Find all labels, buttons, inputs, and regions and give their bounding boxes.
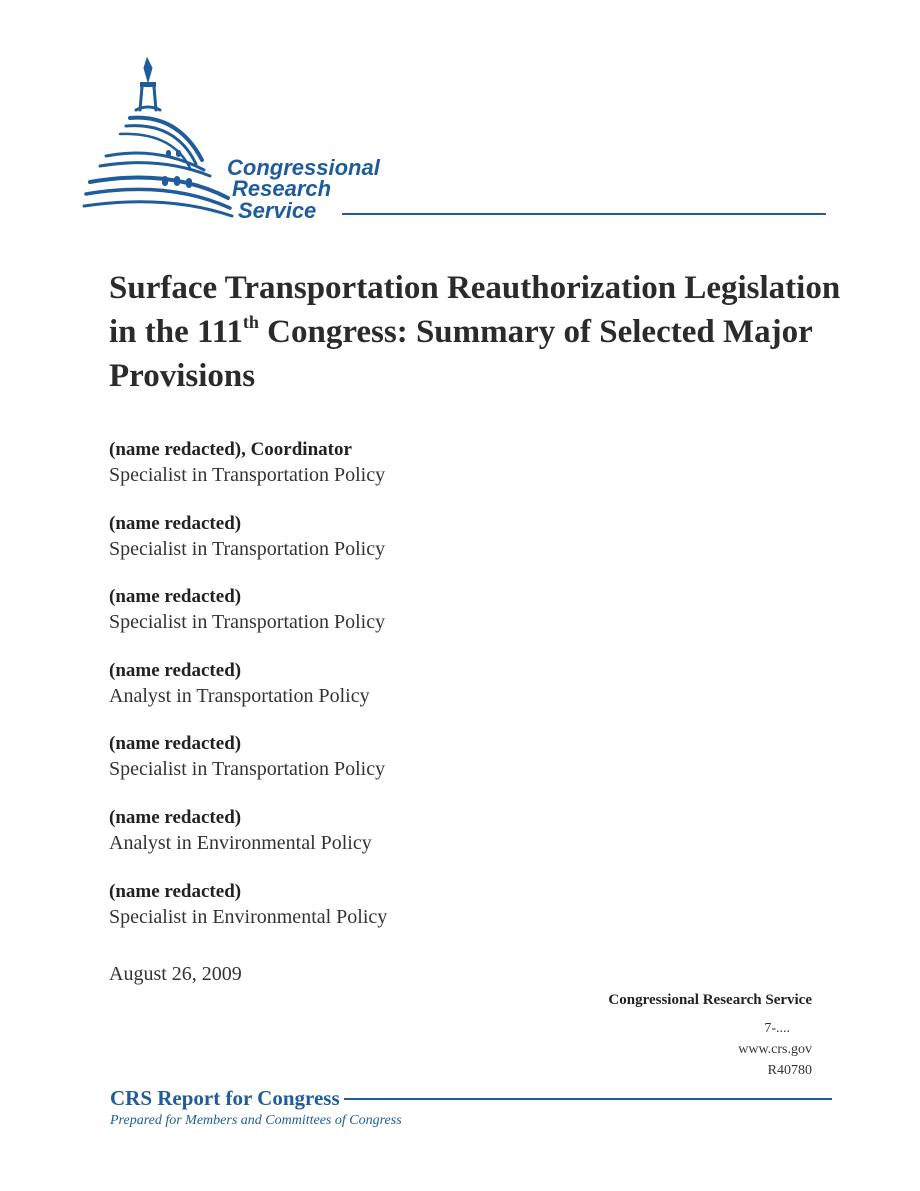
- author-role: Analyst in Transportation Policy: [109, 684, 370, 707]
- footer-title: CRS Report for Congress: [110, 1085, 344, 1111]
- logo-rule: [342, 213, 826, 215]
- report-title: [109, 266, 849, 398]
- author-entry: [109, 732, 709, 806]
- report-date: August 26, 2009: [109, 963, 242, 985]
- org-name: Congressional Research Service: [608, 992, 812, 1008]
- footer: [110, 1085, 832, 1130]
- crs-logo: [80, 52, 840, 227]
- author-entry: [109, 806, 709, 880]
- phone-number: 7-....: [764, 1021, 790, 1036]
- title-superscript: th: [242, 312, 259, 332]
- author-list: [109, 438, 709, 953]
- author-entry: [109, 512, 709, 586]
- report-number: R40780: [767, 1063, 812, 1078]
- capitol-dome-icon: [80, 52, 250, 227]
- author-name: (name redacted): [109, 586, 242, 608]
- author-name: (name redacted): [109, 880, 242, 902]
- report-info: [492, 990, 812, 1081]
- title-part-1: Surface Transportation Reauthorization Legislation in the 111: [109, 270, 841, 350]
- author-role: Specialist in Environmental Policy: [109, 905, 388, 928]
- author-entry: [109, 585, 709, 659]
- footer-subtitle: Prepared for Members and Committees of Congress: [110, 1113, 402, 1128]
- logo-text-service: Service: [238, 198, 317, 223]
- author-role: Analyst in Environmental Policy: [109, 831, 372, 854]
- title-part-2: Congress: Summary of Selected Major Provisions: [109, 314, 813, 394]
- author-name: (name redacted): [109, 512, 242, 534]
- author-name: (name redacted): [109, 733, 242, 755]
- author-role: Specialist in Transportation Policy: [109, 537, 386, 560]
- author-name: (name redacted): [109, 659, 242, 681]
- logo-text-research: Research: [232, 176, 332, 201]
- website-link[interactable]: www.crs.gov: [738, 1042, 812, 1057]
- author-name: (name redacted), Coordinator: [109, 439, 352, 460]
- author-role: Specialist in Transportation Policy: [109, 611, 386, 634]
- author-role: Specialist in Transportation Policy: [109, 758, 386, 781]
- author-role: Specialist in Transportation Policy: [109, 464, 386, 486]
- author-name: (name redacted): [109, 806, 242, 828]
- logo-text-congressional: Congressional: [227, 155, 380, 180]
- author-entry: [109, 880, 709, 954]
- author-entry: [109, 438, 709, 512]
- author-entry: [109, 659, 709, 733]
